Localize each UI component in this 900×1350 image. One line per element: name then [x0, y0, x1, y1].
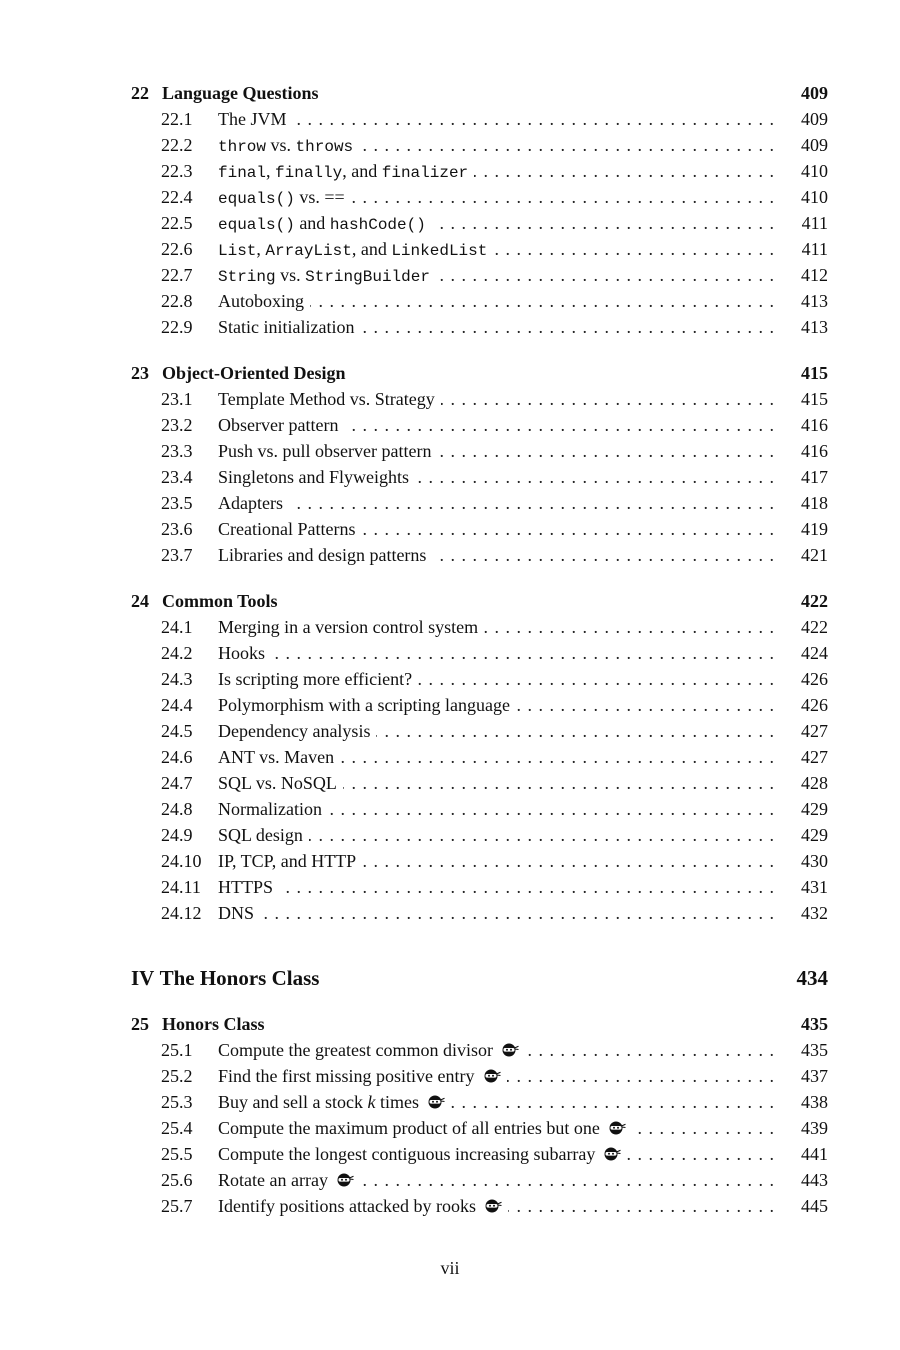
dot-leader — [359, 135, 796, 156]
text: Merging in a version control system — [218, 616, 479, 637]
dot-leader — [432, 545, 796, 566]
section-number: 23.3 — [161, 440, 193, 461]
chapter-title: Common Tools — [162, 590, 278, 611]
text: Template Method vs. Strategy — [218, 388, 435, 409]
dot-leader — [632, 1118, 796, 1139]
section-title — [218, 161, 474, 182]
text: Libraries and design patterns — [218, 544, 427, 565]
code-text: List — [218, 241, 257, 260]
text: Is scripting more efficient? — [218, 668, 413, 689]
chapter-entry[interactable] — [131, 81, 828, 105]
chapter-entry[interactable] — [131, 589, 828, 613]
code-text: finalizer — [381, 163, 469, 182]
section-page: 410 — [801, 160, 828, 181]
section-page: 427 — [801, 720, 828, 741]
section-page: 417 — [801, 466, 828, 487]
chapter-page: 435 — [801, 1013, 828, 1034]
dot-leader — [441, 389, 796, 410]
section-title — [218, 617, 484, 638]
chapter-title: Object-Oriented Design — [162, 362, 346, 383]
text: k — [367, 1091, 376, 1112]
section-number: 25.2 — [161, 1065, 193, 1086]
section-page: 419 — [801, 518, 828, 539]
text: , — [256, 238, 266, 259]
section-number: 22.6 — [161, 238, 193, 259]
chapter-page: 422 — [801, 590, 828, 611]
section-entry[interactable] — [161, 237, 828, 261]
dot-leader — [293, 109, 797, 130]
section-number: 23.7 — [161, 544, 193, 565]
section-page: 435 — [801, 1039, 828, 1060]
text: vs. — [266, 134, 296, 155]
section-entry[interactable] — [161, 465, 828, 489]
text: Find the first missing positive entry — [218, 1065, 475, 1086]
section-number: 24.10 — [161, 850, 202, 871]
section-entry[interactable] — [161, 1038, 828, 1062]
section-entry[interactable] — [161, 615, 828, 639]
section-title — [218, 669, 418, 690]
section-number: 22.5 — [161, 212, 193, 233]
text: and — [294, 212, 330, 233]
section-number: 25.4 — [161, 1117, 193, 1138]
section-title — [218, 1144, 627, 1165]
chapter-entry[interactable] — [131, 1012, 828, 1036]
code-text: throws — [295, 137, 354, 156]
section-title — [218, 643, 271, 664]
dot-leader — [343, 773, 796, 794]
section-title — [218, 441, 437, 462]
chapter-page: 409 — [801, 82, 828, 103]
section-page: 432 — [801, 902, 828, 923]
part-title: The Honors Class — [159, 965, 320, 990]
section-number: 24.12 — [161, 902, 202, 923]
section-entry[interactable] — [161, 543, 828, 567]
chapter-entry[interactable] — [131, 361, 828, 385]
section-page: 413 — [801, 316, 828, 337]
section-title — [218, 1066, 507, 1087]
dot-leader — [360, 1170, 796, 1191]
section-title — [218, 265, 436, 286]
text: Static initialization — [218, 316, 355, 337]
dot-leader — [484, 617, 796, 638]
section-title — [218, 851, 362, 872]
section-entry[interactable] — [161, 315, 828, 339]
section-number: 22.3 — [161, 160, 193, 181]
dot-leader — [351, 187, 796, 208]
dot-leader — [474, 161, 796, 182]
section-page: 439 — [801, 1117, 828, 1138]
section-entry[interactable] — [161, 439, 828, 463]
section-title — [218, 467, 415, 488]
section-entry[interactable] — [161, 263, 828, 287]
section-number: 24.11 — [161, 876, 201, 897]
section-entry[interactable] — [161, 797, 828, 821]
text: HTTPS — [218, 876, 274, 897]
code-text: LinkedList — [391, 241, 488, 260]
section-entry[interactable] — [161, 289, 828, 313]
code-text: finally — [275, 163, 343, 182]
section-entry[interactable] — [161, 1194, 828, 1218]
section-title — [218, 1118, 632, 1139]
section-entry[interactable] — [161, 107, 828, 131]
section-entry[interactable] — [161, 1142, 828, 1166]
dot-leader — [507, 1066, 797, 1087]
part-heading[interactable] — [131, 964, 828, 992]
dot-leader — [376, 721, 796, 742]
section-number: 24.7 — [161, 772, 193, 793]
section-page: 424 — [801, 642, 828, 663]
dot-leader — [289, 493, 796, 514]
section-number: 24.2 — [161, 642, 193, 663]
section-number: 24.8 — [161, 798, 193, 819]
section-page: 422 — [801, 616, 828, 637]
section-entry[interactable] — [161, 641, 828, 665]
section-title — [218, 545, 432, 566]
dot-leader — [493, 239, 796, 260]
section-page: 428 — [801, 772, 828, 793]
section-page: 416 — [801, 414, 828, 435]
dot-leader — [260, 903, 796, 924]
section-number: 22.1 — [161, 108, 193, 129]
section-entry[interactable] — [161, 823, 828, 847]
section-number: 22.7 — [161, 264, 193, 285]
chapter-title: Language Questions — [162, 82, 319, 103]
text: Identify positions attacked by rooks — [218, 1195, 476, 1216]
section-page: 429 — [801, 824, 828, 845]
section-page: 411 — [801, 238, 828, 259]
text: Push vs. pull observer pattern — [218, 440, 432, 461]
section-title — [218, 109, 293, 130]
text: ANT vs. Maven — [218, 746, 335, 767]
dot-leader — [451, 1092, 796, 1113]
section-title — [218, 1092, 451, 1113]
section-entry[interactable] — [161, 133, 828, 157]
dot-leader — [418, 669, 796, 690]
text: IP, TCP, and HTTP — [218, 850, 357, 871]
text: DNS — [218, 902, 255, 923]
text: Observer pattern — [218, 414, 339, 435]
code-text: StringBuilder — [305, 267, 430, 286]
section-page: 431 — [801, 876, 828, 897]
section-page: 443 — [801, 1169, 828, 1190]
section-title — [218, 187, 351, 208]
dot-leader — [361, 519, 796, 540]
text: , and — [351, 238, 392, 259]
section-number: 23.4 — [161, 466, 193, 487]
part-page: 434 — [796, 965, 828, 990]
chapter-number: 23 — [131, 362, 149, 383]
section-page: 426 — [801, 694, 828, 715]
dot-leader — [415, 467, 796, 488]
section-number: 25.1 — [161, 1039, 193, 1060]
section-number: 24.1 — [161, 616, 193, 637]
ninja-icon — [483, 1067, 501, 1081]
dot-leader — [525, 1040, 796, 1061]
section-page: 415 — [801, 388, 828, 409]
section-entry[interactable] — [161, 387, 828, 411]
chapter-number: 25 — [131, 1013, 149, 1034]
text: , — [266, 160, 276, 181]
text: Hooks — [218, 642, 266, 663]
dot-leader — [310, 291, 796, 312]
section-number: 24.9 — [161, 824, 193, 845]
dot-leader — [309, 825, 796, 846]
section-number: 22.9 — [161, 316, 193, 337]
section-title — [218, 493, 289, 514]
dot-leader — [516, 695, 796, 716]
section-entry[interactable] — [161, 1064, 828, 1088]
dot-leader — [627, 1144, 796, 1165]
section-title — [218, 1196, 508, 1217]
section-page: 429 — [801, 798, 828, 819]
section-number: 22.8 — [161, 290, 193, 311]
section-title — [218, 135, 359, 156]
section-number: 24.6 — [161, 746, 193, 767]
section-number: 23.2 — [161, 414, 193, 435]
section-title — [218, 291, 310, 312]
section-entry[interactable] — [161, 1116, 828, 1140]
text: Singletons and Flyweights — [218, 466, 410, 487]
section-title — [218, 825, 309, 846]
section-title — [218, 695, 516, 716]
section-title — [218, 721, 376, 742]
chapter-title: Honors Class — [162, 1013, 265, 1034]
text: Buy and sell a stock — [218, 1091, 368, 1112]
text: Normalization — [218, 798, 322, 819]
code-text: final — [218, 163, 267, 182]
dot-leader — [360, 317, 796, 338]
section-entry[interactable] — [161, 517, 828, 541]
section-page: 413 — [801, 290, 828, 311]
text: vs. == — [294, 186, 345, 207]
section-number: 23.5 — [161, 492, 193, 513]
section-page: 409 — [801, 134, 828, 155]
section-page: 430 — [801, 850, 828, 871]
dot-leader — [436, 265, 796, 286]
section-number: 22.2 — [161, 134, 193, 155]
part-number: IV — [131, 965, 160, 990]
text: Compute the longest contiguous increasing subarray — [218, 1143, 596, 1164]
section-page: 438 — [801, 1091, 828, 1112]
dot-leader — [328, 799, 796, 820]
section-title — [218, 317, 360, 338]
chapter-page: 415 — [801, 362, 828, 383]
text: vs. — [275, 264, 306, 285]
section-title — [218, 389, 441, 410]
code-text: ArrayList — [265, 241, 352, 260]
text: SQL vs. NoSQL — [218, 772, 337, 793]
ninja-icon — [603, 1145, 621, 1159]
section-page: 437 — [801, 1065, 828, 1086]
section-entry[interactable] — [161, 185, 828, 209]
chapter-number: 22 — [131, 82, 149, 103]
section-entry[interactable] — [161, 1168, 828, 1192]
section-entry[interactable] — [161, 667, 828, 691]
chapter-number: 24 — [131, 590, 149, 611]
section-entry[interactable] — [161, 849, 828, 873]
section-number: 23.1 — [161, 388, 193, 409]
dot-leader — [437, 441, 796, 462]
dot-leader — [340, 747, 796, 768]
section-entry[interactable] — [161, 745, 828, 769]
text: Creational Patterns — [218, 518, 356, 539]
ninja-icon — [501, 1041, 519, 1055]
text: SQL design — [218, 824, 303, 845]
section-number: 25.5 — [161, 1143, 193, 1164]
dot-leader — [362, 851, 796, 872]
section-entry[interactable] — [161, 771, 828, 795]
code-text: throw — [218, 137, 267, 156]
section-page: 421 — [801, 544, 828, 565]
section-entry[interactable] — [161, 1090, 828, 1114]
section-page: 445 — [801, 1195, 828, 1216]
text: times — [375, 1091, 419, 1112]
code-text: hashCode() — [329, 215, 426, 234]
section-number: 25.3 — [161, 1091, 193, 1112]
section-page: 416 — [801, 440, 828, 461]
section-title — [218, 877, 279, 898]
section-page: 441 — [801, 1143, 828, 1164]
section-title — [218, 747, 340, 768]
dot-leader — [271, 643, 796, 664]
section-entry[interactable] — [161, 693, 828, 717]
section-title — [218, 1170, 360, 1191]
section-number: 22.4 — [161, 186, 193, 207]
section-number: 25.7 — [161, 1195, 193, 1216]
section-number: 24.4 — [161, 694, 193, 715]
section-title — [218, 519, 361, 540]
section-number: 24.5 — [161, 720, 193, 741]
dot-leader — [508, 1196, 796, 1217]
section-entry[interactable] — [161, 159, 828, 183]
section-page: 410 — [801, 186, 828, 207]
section-title — [218, 1040, 525, 1061]
text: Compute the greatest common divisor — [218, 1039, 493, 1060]
text: The JVM — [218, 108, 287, 129]
section-entry[interactable] — [161, 491, 828, 515]
section-title — [218, 213, 432, 234]
ninja-icon — [608, 1119, 626, 1133]
section-page: 426 — [801, 668, 828, 689]
text: Rotate an array — [218, 1169, 328, 1190]
text: , and — [342, 160, 382, 181]
text: Autoboxing — [218, 290, 305, 311]
section-page: 411 — [801, 212, 828, 233]
section-page: 427 — [801, 746, 828, 767]
section-number: 24.3 — [161, 668, 193, 689]
dot-leader — [279, 877, 796, 898]
section-number: 25.6 — [161, 1169, 193, 1190]
section-title — [218, 799, 328, 820]
ninja-icon — [336, 1171, 354, 1185]
section-entry[interactable] — [161, 719, 828, 743]
text: Adapters — [218, 492, 283, 513]
section-entry[interactable] — [161, 875, 828, 899]
dot-leader — [432, 213, 796, 234]
ninja-icon — [484, 1197, 502, 1211]
section-entry[interactable] — [161, 413, 828, 437]
code-text: String — [218, 267, 276, 286]
section-number: 23.6 — [161, 518, 193, 539]
page-number: vii — [440, 1258, 460, 1278]
section-page: 418 — [801, 492, 828, 513]
code-text: equals() — [218, 215, 295, 234]
text: Compute the maximum product of all entries but one — [218, 1117, 600, 1138]
section-title — [218, 415, 344, 436]
section-page: 409 — [801, 108, 828, 129]
code-text: equals() — [218, 189, 295, 208]
section-entry[interactable] — [161, 901, 828, 925]
ninja-icon — [427, 1093, 445, 1107]
section-title — [218, 239, 493, 260]
text: Polymorphism with a scripting language — [218, 694, 510, 715]
section-title — [218, 903, 260, 924]
section-entry[interactable] — [161, 211, 828, 235]
text: Dependency analysis — [218, 720, 371, 741]
dot-leader — [344, 415, 796, 436]
section-title — [218, 773, 343, 794]
section-page: 412 — [801, 264, 828, 285]
